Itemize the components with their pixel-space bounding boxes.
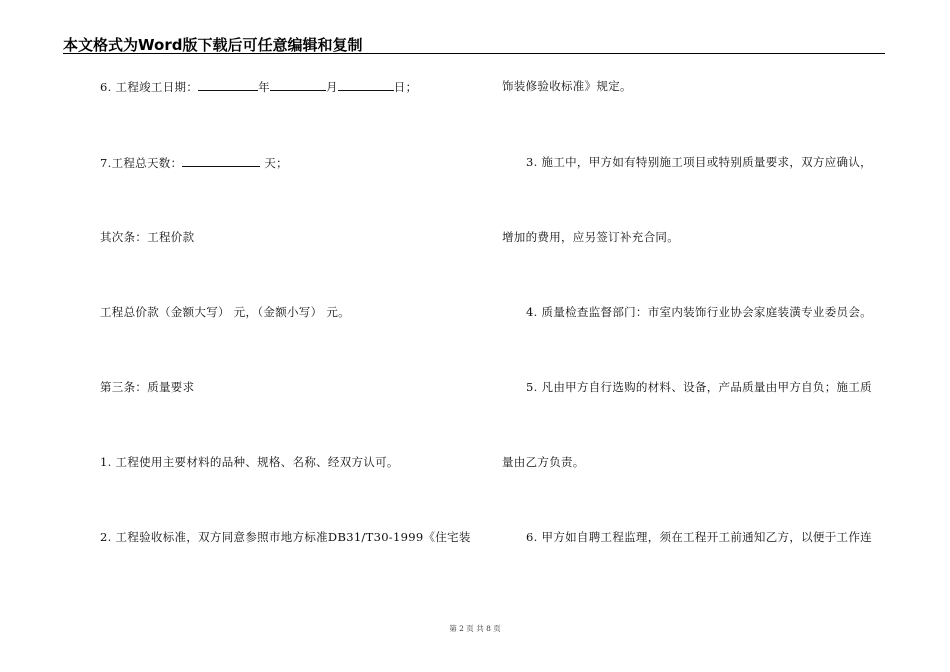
quality-item-2: 2. 工程验收标准，双方同意参照市地方标准DB31/T30-1999《住宅装	[100, 530, 471, 544]
days-label: 天；	[264, 156, 288, 170]
quality-item-1: 1. 工程使用主要材料的品种、规格、名称、经双方认可。	[100, 455, 399, 469]
day-label: 日；	[393, 80, 418, 94]
standard-continuation: 饰装修验收标准》规定。	[502, 79, 632, 93]
item6-label: 6. 工程竣工日期：	[100, 80, 199, 94]
article3-heading: 第三条：质量要求	[100, 380, 195, 394]
quality-item-4: 4. 质量检查监督部门：市室内装饰行业协会家庭装潢专业委员会。	[526, 305, 872, 319]
item7-label: 7.工程总天数：	[100, 156, 183, 170]
month-label: 月	[325, 80, 338, 94]
quality-item-3-line1: 3. 施工中，甲方如有特别施工项目或特别质量要求，双方应确认，	[526, 155, 872, 169]
quality-item-5-line1: 5. 凡由甲方自行选购的材料、设备，产品质量由甲方自负；施工质	[526, 380, 872, 394]
article2-heading: 其次条：工程价款	[100, 230, 195, 244]
total-price-line: 工程总价款（金额大写） 元，（金额小写） 元。	[100, 305, 350, 319]
quality-item-5-line2: 量由乙方负责。	[502, 455, 585, 469]
year-label: 年	[258, 80, 270, 94]
quality-item-6-line1: 6. 甲方如自聘工程监理，须在工程开工前通知乙方，以便于工作连	[526, 530, 872, 544]
quality-item-3-line2: 增加的费用，应另签订补充合同。	[502, 230, 679, 244]
page-number: 第 2 页 共 8 页	[449, 624, 501, 633]
page-header-title: 本文格式为Word版下载后可任意编辑和复制	[63, 36, 363, 54]
